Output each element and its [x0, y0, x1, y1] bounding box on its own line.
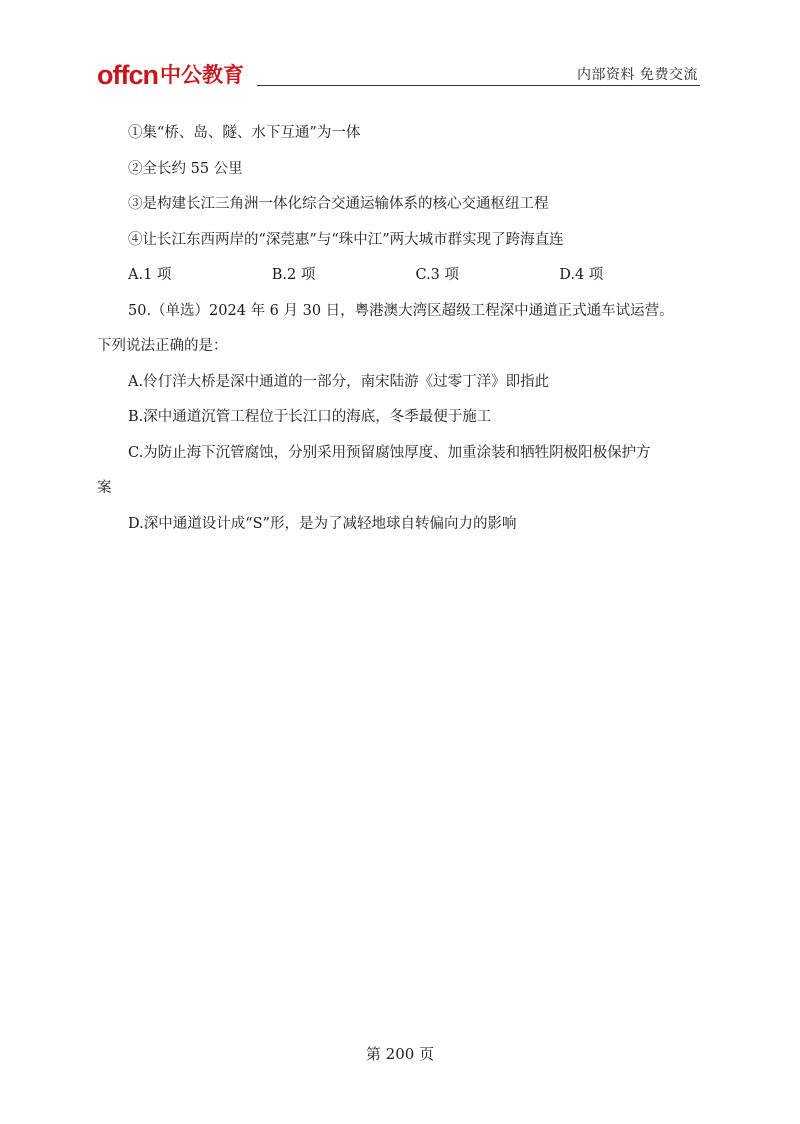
page-header: [97, 60, 700, 88]
q50-option-c: C.为防止海下沉管腐蚀，分别采用预留腐蚀厚度、加重涂装和牺牲阴极阳极保护方: [128, 444, 651, 461]
document-body: [97, 116, 703, 542]
q49-option-c: C.3 项: [415, 267, 460, 283]
q49-options: [97, 258, 703, 294]
page-number: 第 200 页: [365, 1045, 435, 1063]
offcn-logo: [97, 60, 244, 88]
header-note: 内部资料 免费交流: [577, 67, 698, 83]
logo-chinese-text: 中公教育: [159, 63, 244, 87]
q50-option-c-continued: 案: [97, 480, 112, 496]
q50-stem: 50.（单选）2024 年 6 月 30 日，粤港澳大湾区超级工程深中通道正式通车试运营。: [128, 302, 674, 319]
statement-2: ②全长约 55 公里: [128, 160, 243, 177]
q49-option-b: B.2 项: [271, 267, 316, 283]
q50-option-d: D.深中通道设计成“S”形，是为了减轻地球自转偏向力的影响: [128, 515, 517, 532]
statement-1: ①集“桥、岛、隧、水下互通”为一体: [128, 125, 361, 141]
header-rule: [257, 85, 700, 86]
q49-option-d: D.4 项: [559, 267, 604, 283]
q50-option-a: A.伶仃洋大桥是深中通道的一部分，南宋陆游《过零丁洋》即指此: [128, 373, 550, 390]
q49-option-a: A.1 项: [128, 267, 172, 283]
statement-3: ③是构建长江三角洲一体化综合交通运输体系的核心交通枢纽工程: [128, 196, 549, 212]
statement-4: ④让长江东西两岸的“深莞惠”与“珠中江”两大城市群实现了跨海直连: [128, 231, 564, 248]
q50-option-b: B.深中通道沉管工程位于长江口的海底，冬季最便于施工: [128, 409, 492, 425]
q50-stem-continued: 下列说法正确的是：: [97, 338, 228, 354]
logo-latin-text: offcn: [97, 60, 158, 90]
